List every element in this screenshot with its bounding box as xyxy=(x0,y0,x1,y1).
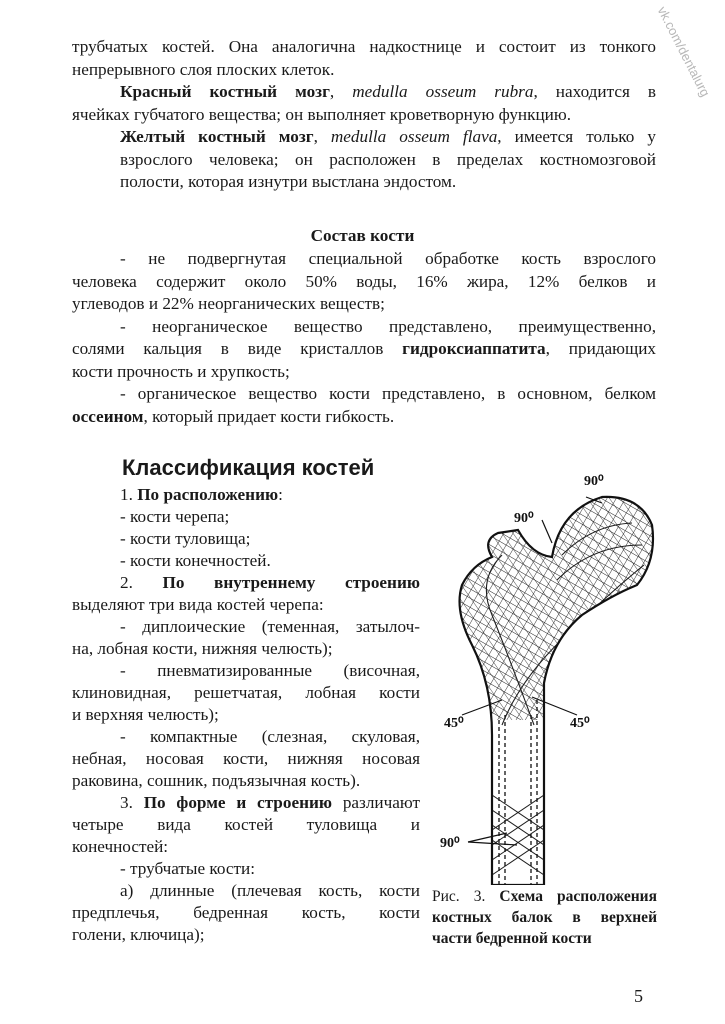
text-line: голени, ключица); xyxy=(72,925,205,944)
caption-title: части бедренной кости xyxy=(432,930,592,947)
text-fragment: 1. xyxy=(120,485,138,504)
text-line: клиновидная, решетчатая, лобная кости xyxy=(72,683,420,702)
text-line: Красный костный мозг, medulla osseum rubra, находится в xyxy=(120,82,657,101)
text-fragment: 2. xyxy=(120,573,163,592)
text-line: - диплоические (теменная, затылоч- xyxy=(120,617,420,636)
list-item xyxy=(72,726,420,792)
text-line: - не подвергнутая специальной обработке кость взрослого xyxy=(120,249,656,268)
text-line xyxy=(72,792,420,814)
list-item xyxy=(72,616,420,660)
criterion-paragraph xyxy=(72,572,420,616)
text-line: кости прочность и хрупкость; xyxy=(72,361,290,381)
text-line: и верхняя челюсть); xyxy=(72,705,219,724)
yellow-marrow-paragraph xyxy=(72,126,656,194)
text-line: выделяют три вида костей черепа: xyxy=(72,595,324,614)
watermark: vk.com/dentalurg xyxy=(654,4,713,100)
text-line: Желтый костный мозг, medulla osseum flava, имеется только у xyxy=(120,127,656,146)
yellow-marrow-term: Желтый костный мозг xyxy=(120,127,314,146)
text-fragment: солями кальция в виде кристаллов xyxy=(72,339,403,358)
angle-label-upper: 90⁰ xyxy=(514,511,534,526)
text-line: конечностей: xyxy=(72,837,169,856)
text-line: взрослого человека; он расположен в пределах костномозговой xyxy=(120,149,656,169)
list-item: - трубчатые кости: xyxy=(120,859,255,878)
text-line: человека содержит около 50% воды, 16% жира, 12% белков и xyxy=(72,271,656,291)
classification-text xyxy=(72,484,420,946)
text-line: предплечья, бедренная кость, кости xyxy=(72,903,420,922)
text-line xyxy=(72,406,656,429)
text-line: углеводов и 22% неорганических веществ; xyxy=(72,294,385,313)
text-line: непрерывного слоя плоских клеток. xyxy=(72,59,335,79)
list-item xyxy=(72,880,420,946)
text-line: на, лобная кости, нижняя челюсть); xyxy=(72,639,333,658)
list-item: - кости туловища; xyxy=(120,529,251,548)
text-line xyxy=(72,338,656,361)
femur-trabeculae-figure xyxy=(432,465,657,885)
hydroxyapatite-term: гидроксиаппатита xyxy=(402,339,546,358)
text-fragment: , находится в xyxy=(533,82,657,101)
classification-title: Классификация костей xyxy=(122,455,375,480)
yellow-marrow-latin: medulla osseum flava xyxy=(330,127,498,146)
text-fragment: : xyxy=(278,485,283,504)
list-item: - кости конечностей. xyxy=(120,551,271,570)
red-marrow-paragraph xyxy=(72,81,656,126)
text-line: ячейках губчатого вещества; он выполняет кроветворную функцию. xyxy=(72,104,571,124)
intro-text xyxy=(72,36,656,194)
text-fragment: различают xyxy=(332,793,420,812)
text-line: небная, носовая кости, нижняя носовая xyxy=(72,749,420,768)
angle-label-top: 90⁰ xyxy=(584,474,604,489)
criterion-term: По внутреннему строению xyxy=(162,573,420,592)
caption-title: костных балок в верхней xyxy=(432,909,657,926)
text-line: - органическое вещество кости представлено, в основном, белком xyxy=(120,384,656,403)
page-number: 5 xyxy=(634,986,643,1006)
criterion-term: По форме и строению xyxy=(143,793,333,812)
text-fragment: , имеется только у xyxy=(497,127,656,146)
composition-item xyxy=(72,316,656,384)
criterion-term: По расположению xyxy=(137,485,279,504)
red-marrow-term: Красный костный мозг xyxy=(120,82,330,101)
criterion-heading xyxy=(72,484,420,506)
red-marrow-latin: medulla osseum rubra xyxy=(352,82,534,101)
caption-title: Схема расположения xyxy=(499,888,657,905)
text-fragment: , придающих xyxy=(545,339,657,358)
composition-item xyxy=(72,248,656,316)
angle-label-bottom: 90⁰ xyxy=(440,836,460,851)
text-line: - компактные (слезная, скуловая, xyxy=(120,727,420,746)
text-fragment: , который придает кости гибкость. xyxy=(143,406,395,426)
text-line: трубчатых костей. Она аналогична надкостнице и состоит из тонкого xyxy=(72,37,656,56)
angle-label-right: 45⁰ xyxy=(570,716,590,731)
list-item xyxy=(72,660,420,726)
text-line: а) длинные (плечевая кость, кости xyxy=(120,881,420,900)
bone-composition xyxy=(72,248,656,428)
text-line: - неорганическое вещество представлено, преимущественно, xyxy=(120,316,656,336)
ossein-term: оссеином xyxy=(72,406,144,426)
figure-caption xyxy=(432,886,657,949)
text-line xyxy=(72,572,420,594)
criterion-paragraph xyxy=(72,792,420,858)
intro-paragraph xyxy=(72,36,656,81)
text-fragment: 3. xyxy=(120,793,144,812)
section-title: Состав кости xyxy=(310,226,415,245)
text-line xyxy=(432,886,657,907)
text-line: полости, которая изнутри выстлана эндостом. xyxy=(120,172,457,191)
composition-item xyxy=(72,383,656,428)
caption-label: Рис. 3. xyxy=(432,888,500,905)
text-line: раковина, сошник, подъязычная кость). xyxy=(72,771,361,790)
text-line: четыре вида костей туловища и xyxy=(72,815,420,834)
text-line: - пневматизированные (височная, xyxy=(120,661,420,680)
list-item: - кости черепа; xyxy=(120,507,230,526)
angle-label-left: 45⁰ xyxy=(444,716,464,731)
